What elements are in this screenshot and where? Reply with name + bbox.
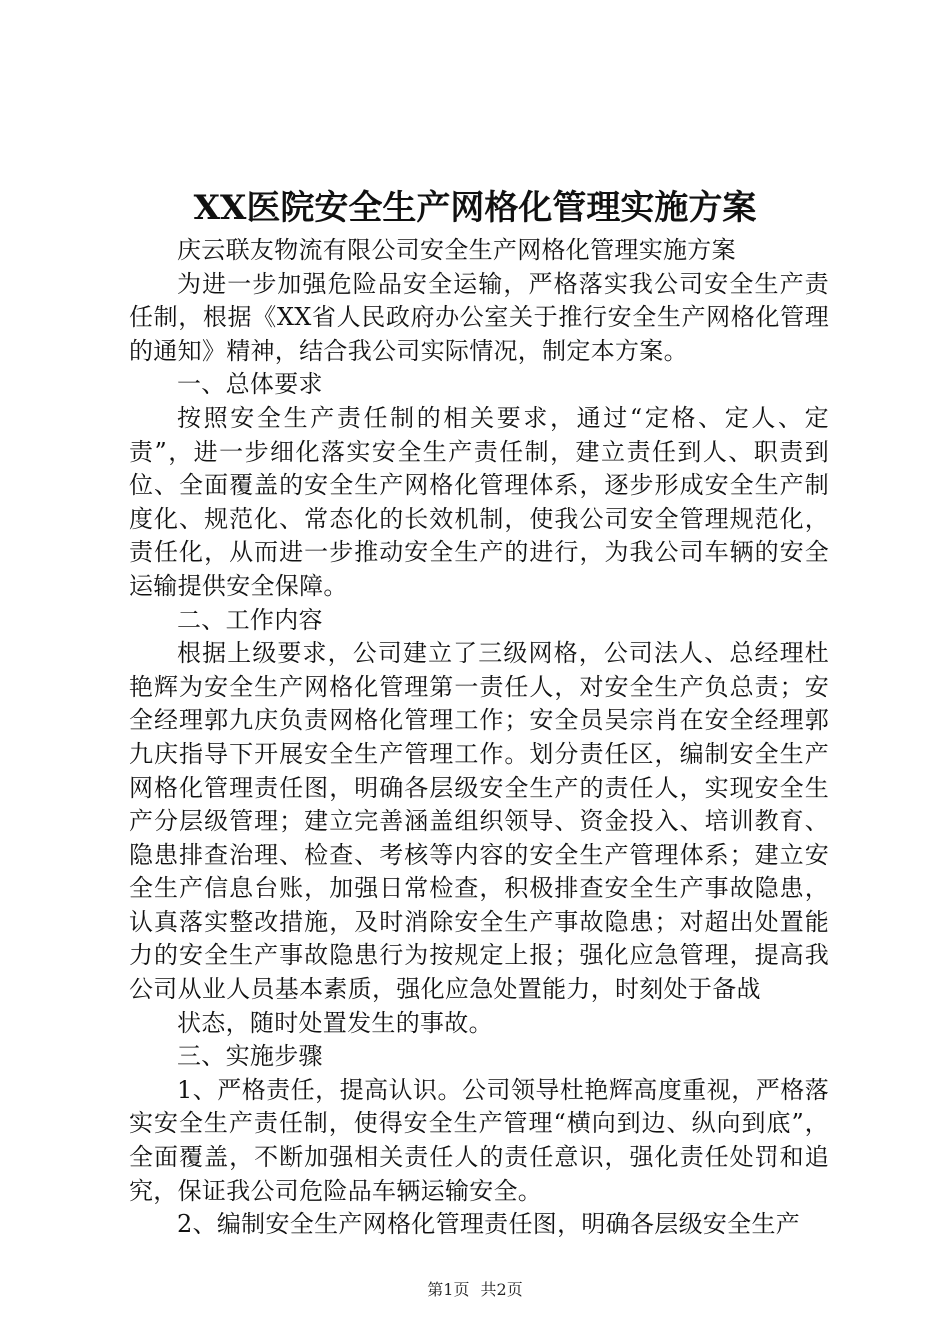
section-heading-general-requirements: 一、总体要求 <box>177 370 323 399</box>
paragraph-step-1: 1、严格责任，提高认识。公司领导杜艳辉高度重视，严格落实安全生产责任制，使得安全生产管理“横向到边、纵向到底”，全面覆盖，不断加强相关责任人的责任意识，强化责任处罚和追究，保证我公司危险品车辆运输安全。 <box>129 1075 829 1205</box>
section-heading-implementation-steps: 三、实施步骤 <box>177 1042 323 1071</box>
document-body <box>129 234 829 1242</box>
paragraph-work-content-continued: 状态，随时处置发生的事故。 <box>177 1008 493 1037</box>
paragraph-step-2: 2、编制安全生产网格化管理责任图，明确各层级安全生产 <box>177 1210 801 1239</box>
document-title: XX医院安全生产网格化管理实施方案 <box>193 188 757 228</box>
paragraph-intro: 为进一步加强危险品安全运输，严格落实我公司安全生产责任制，根据《XX省人民政府办公室关于推行安全生产网格化管理的通知》精神，结合我公司实际情况，制定本方案。 <box>129 269 829 365</box>
section-heading-work-content: 二、工作内容 <box>177 605 323 634</box>
paragraph-general-requirements: 按照安全生产责任制的相关要求，通过“定格、定人、定责”，进一步细化落实安全生产责任制，建立责任到人、职责到位、全面覆盖的安全生产网格化管理体系，逐步形成安全生产制度化、规范化、常态化的长效机制，使我公司安全管理规范化，责任化，从而进一步推动安全生产的进行，为我公司车辆的安全运输提供安全保障。 <box>129 403 829 600</box>
page-total: 共2页 <box>480 1280 523 1299</box>
paragraph-work-content: 根据上级要求，公司建立了三级网格，公司法人、总经理杜艳辉为安全生产网格化管理第一责任人，对安全生产负总责；安全经理郭九庆负责网格化管理工作；安全员吴宗肖在安全经理郭九庆指导下开展安全生产管理工作。划分责任区，编制安全生产网格化管理责任图，明确各层级安全生产的责任人，实现安全生产分层级管理；建立完善涵盖组织领导、资金投入、培训教育、隐患排查治理、检查、考核等内容的安全生产管理体系；建立安全生产信息台账，加强日常检查，积极排查安全生产事故隐患，认真落实整改措施，及时消除安全生产事故隐患；对超出处置能力的安全生产事故隐患行为按规定上报；强化应急管理，提高我公司从业人员基本素质，强化应急处置能力，时刻处于备战 <box>129 639 829 1004</box>
page-footer <box>0 1279 950 1301</box>
page-number: 第1页 <box>427 1280 470 1299</box>
paragraph-company-heading: 庆云联友物流有限公司安全生产网格化管理实施方案 <box>177 236 736 264</box>
